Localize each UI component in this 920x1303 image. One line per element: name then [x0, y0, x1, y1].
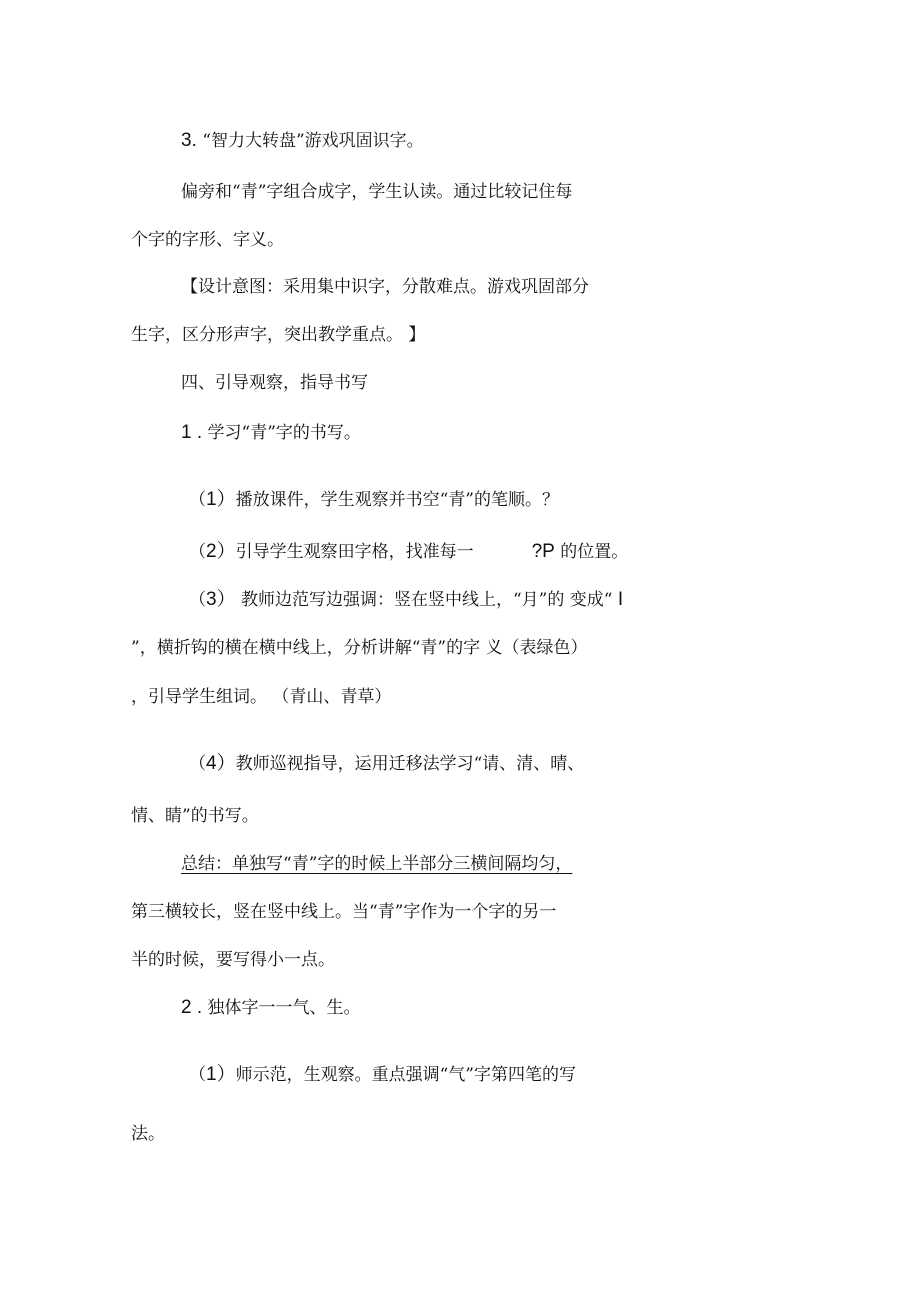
item-number: 3）	[206, 589, 236, 610]
line-text: 师示范，生观察。重点强调“气”字第四笔的写	[235, 1065, 576, 1085]
stroke-glyph: I	[617, 589, 624, 610]
item-number: 3.	[181, 130, 197, 151]
section-heading	[181, 372, 368, 394]
paren-open: （	[189, 754, 206, 774]
text-line	[131, 901, 556, 923]
line-text: 法。	[131, 1124, 165, 1144]
text-line	[131, 324, 425, 346]
line-text: 独体字一一气、生。	[207, 998, 361, 1018]
text-line	[131, 1123, 165, 1145]
text-line	[131, 637, 587, 659]
line-text: 学习“青”字的书写。	[207, 423, 361, 443]
line-text: 教师巡视指导，运用迁移法学习“请、清、晴、	[235, 754, 585, 774]
paren-open: （	[189, 590, 206, 610]
item-number: 2 .	[181, 997, 203, 1018]
line-text: 教师边范写边强调：竖在竖中线上，“月”的 变成“	[240, 590, 613, 610]
line-text: 生字，区分形声字，突出教学重点。 】	[131, 325, 426, 345]
text-line	[131, 686, 391, 708]
garbled-text: ?P	[531, 541, 555, 562]
paren-open: （	[189, 542, 206, 562]
line-text: ，引导学生组词。 （青山、青草）	[131, 687, 392, 707]
line-text: 第三横较长，竖在竖中线上。当“青”字作为一个字的另一	[131, 902, 557, 922]
item-number: 1）	[206, 1064, 236, 1085]
line-text: 【设计意图：采用集中识字，分散难点。游戏巩固部分	[181, 277, 589, 297]
text-line	[189, 1064, 576, 1086]
line-text: 总结：单独写“青”字的时候上半部分三横间隔均匀，	[181, 854, 573, 874]
line-text: 个字的字形、字义。	[131, 230, 284, 250]
text-line	[181, 276, 589, 298]
item-number: 2）	[206, 541, 236, 562]
line-text: 引导学生观察田字格，找准每一	[235, 542, 474, 562]
paren-open: （	[189, 1065, 206, 1085]
line-text: 半的时候，要写得小一点。	[131, 950, 335, 970]
text-line	[181, 130, 424, 152]
item-number: 4）	[206, 753, 236, 774]
text-line	[131, 229, 284, 251]
text-line	[131, 805, 259, 827]
line-text: 的位置。	[560, 542, 629, 562]
summary-line	[181, 853, 572, 875]
item-number: 1 .	[181, 422, 203, 443]
line-text: 偏旁和“青”字组合成字，学生认读。通过比较记住每	[181, 182, 573, 202]
text-line	[189, 753, 584, 775]
text-line	[131, 949, 335, 971]
line-text: 播放课件，学生观察并书空“青”的笔顺。？	[235, 490, 559, 510]
text-line	[189, 589, 623, 611]
text-line	[189, 489, 559, 511]
text-line	[189, 541, 628, 563]
line-text: “智力大转盘”游戏巩固识字。	[202, 131, 424, 151]
line-text: ”，横折钩的横在横中线上，分析讲解“青”的字 义（表绿色）	[131, 638, 588, 658]
text-line	[181, 181, 572, 203]
text-line	[181, 422, 361, 444]
item-number: 1）	[206, 489, 236, 510]
line-text: 情、睛”的书写。	[131, 806, 259, 826]
paren-open: （	[189, 490, 206, 510]
line-text: 四、引导观察，指导书写	[181, 373, 368, 393]
text-line	[181, 997, 361, 1019]
